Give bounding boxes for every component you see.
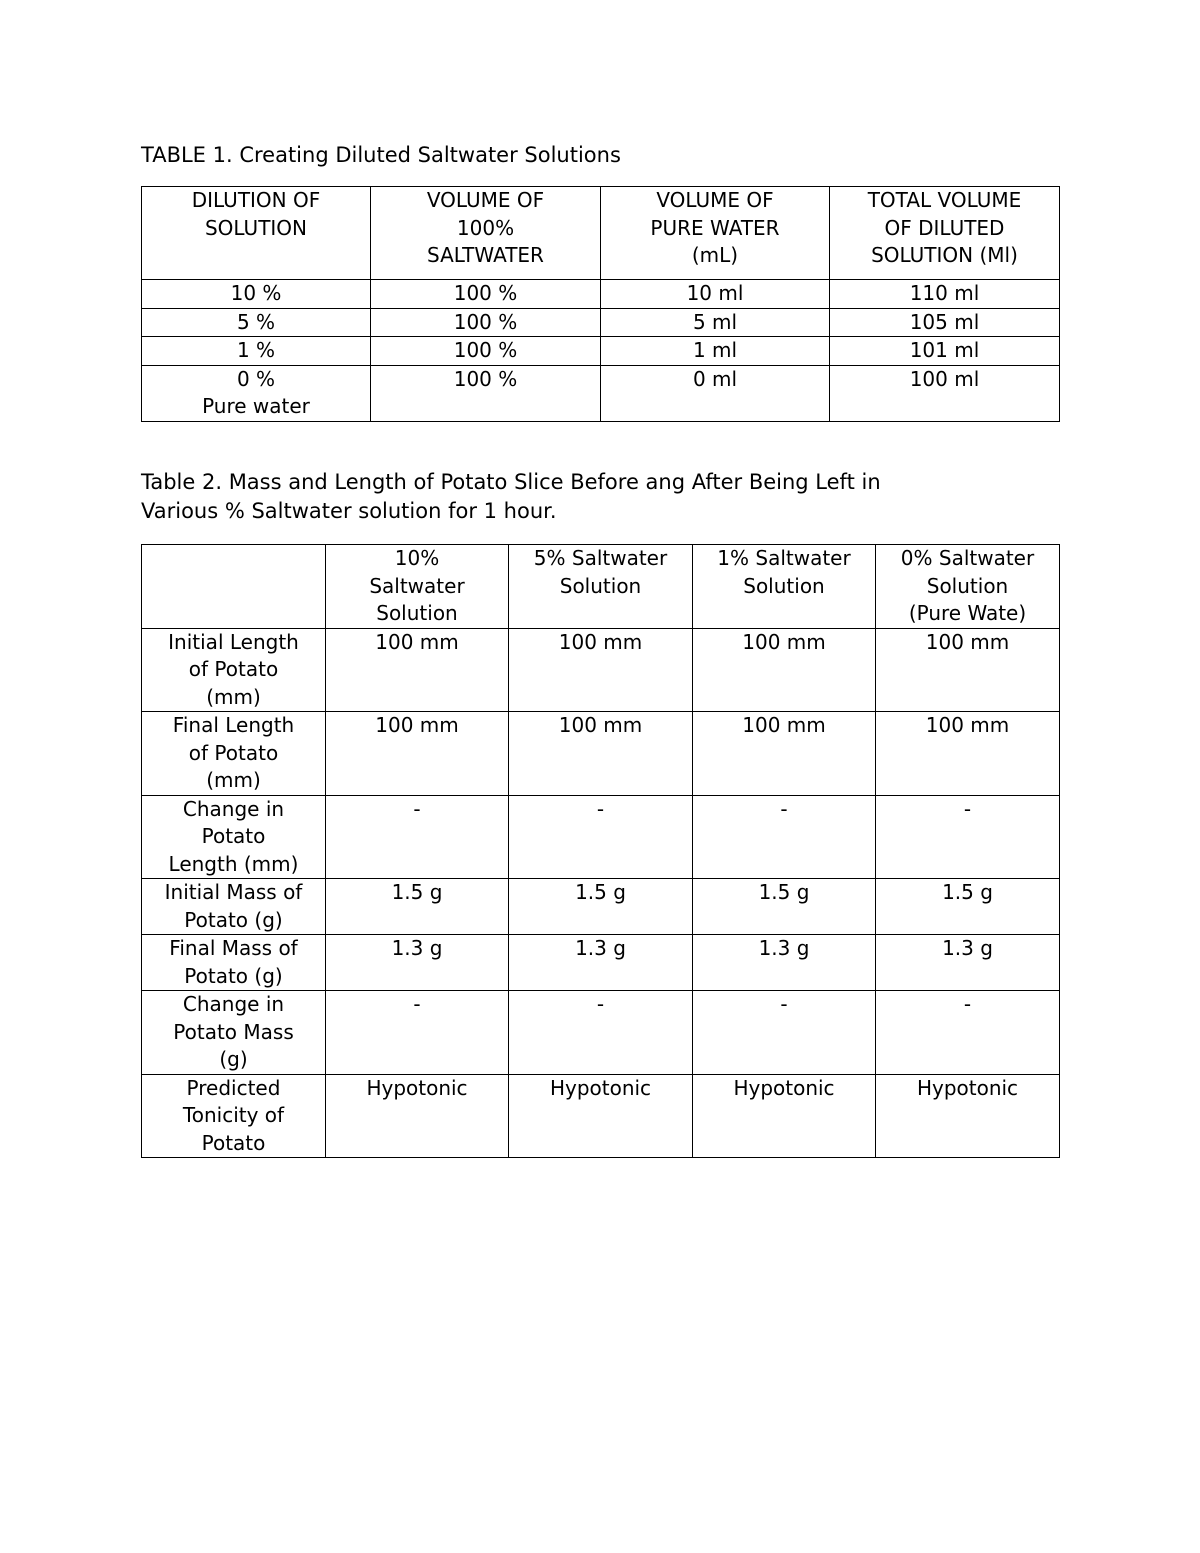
table-cell: 10 % [142, 280, 371, 309]
table-cell: - [326, 991, 509, 1075]
table-header-cell: 5% Saltwater Solution [509, 545, 693, 629]
table-cell: 100 mm [509, 628, 693, 712]
table-row [142, 879, 1060, 935]
table-cell: 0 ml [601, 365, 830, 421]
row-label-cell: Final Mass of Potato (g) [142, 935, 326, 991]
table-cell: 100 % [371, 280, 601, 309]
table-cell: 0 % Pure water [142, 365, 371, 421]
table-cell: Hypotonic [509, 1074, 693, 1158]
table-1-caption: TABLE 1. Creating Diluted Saltwater Solutions [141, 143, 621, 167]
table-cell: - [509, 795, 693, 879]
row-label-cell: Initial Mass of Potato (g) [142, 879, 326, 935]
table-cell: 10 ml [601, 280, 830, 309]
table-header-cell: DILUTION OF SOLUTION [142, 187, 371, 280]
table-2-caption: Table 2. Mass and Length of Potato Slice Before ang After Being Left in Various % Saltwater solution for 1 hour. [141, 470, 881, 523]
row-label-cell: Change in Potato Length (mm) [142, 795, 326, 879]
table-row [142, 280, 1060, 309]
table-row [142, 712, 1060, 796]
table-cell: Hypotonic [876, 1074, 1060, 1158]
table-cell: 1.5 g [876, 879, 1060, 935]
table-cell: 100 ml [830, 365, 1060, 421]
table-cell: 1 ml [601, 337, 830, 366]
table-row [142, 1074, 1060, 1158]
table-cell: 1.5 g [326, 879, 509, 935]
table-header-cell: 0% Saltwater Solution (Pure Wate) [876, 545, 1060, 629]
table-cell: 1.3 g [326, 935, 509, 991]
table-cell: 1.5 g [509, 879, 693, 935]
table-cell: 100 mm [693, 628, 876, 712]
table-cell: - [693, 795, 876, 879]
table-cell: - [509, 991, 693, 1075]
table-cell: 100 % [371, 308, 601, 337]
table-cell: 1.3 g [509, 935, 693, 991]
table-cell: 100 mm [693, 712, 876, 796]
table-cell: Hypotonic [326, 1074, 509, 1158]
table-header-cell: TOTAL VOLUME OF DILUTED SOLUTION (Ml) [830, 187, 1060, 280]
row-label-cell: Final Length of Potato (mm) [142, 712, 326, 796]
table-cell: 105 ml [830, 308, 1060, 337]
table-header-cell: 10% Saltwater Solution [326, 545, 509, 629]
table-row [142, 991, 1060, 1075]
table-row [142, 308, 1060, 337]
table-header-cell: 1% Saltwater Solution [693, 545, 876, 629]
table-cell: - [876, 795, 1060, 879]
table-cell: - [876, 991, 1060, 1075]
table-cell: 5 % [142, 308, 371, 337]
table-header-cell: VOLUME OF 100% SALTWATER [371, 187, 601, 280]
table-header-cell [142, 545, 326, 629]
table-cell: Hypotonic [693, 1074, 876, 1158]
table-header-row [142, 187, 1060, 280]
table-cell: 100 mm [326, 628, 509, 712]
table-cell: 5 ml [601, 308, 830, 337]
table-cell: - [326, 795, 509, 879]
table-cell: 1.5 g [693, 879, 876, 935]
table-row [142, 935, 1060, 991]
table-cell: 110 ml [830, 280, 1060, 309]
table-2 [141, 544, 1060, 1158]
table-cell: 100 % [371, 365, 601, 421]
table-row [142, 337, 1060, 366]
table-cell: 1 % [142, 337, 371, 366]
table-cell: 100 mm [326, 712, 509, 796]
table-cell: 1.3 g [693, 935, 876, 991]
table-cell: 100 mm [876, 712, 1060, 796]
table-cell: 100 mm [509, 712, 693, 796]
table-cell: 1.3 g [876, 935, 1060, 991]
table-row [142, 795, 1060, 879]
table-cell: 101 ml [830, 337, 1060, 366]
table-header-row [142, 545, 1060, 629]
table-header-cell: VOLUME OF PURE WATER (mL) [601, 187, 830, 280]
table-cell: - [693, 991, 876, 1075]
table-cell: 100 mm [876, 628, 1060, 712]
row-label-cell: Predicted Tonicity of Potato [142, 1074, 326, 1158]
row-label-cell: Change in Potato Mass (g) [142, 991, 326, 1075]
table-cell: 100 % [371, 337, 601, 366]
row-label-cell: Initial Length of Potato (mm) [142, 628, 326, 712]
table-row [142, 365, 1060, 421]
table-1 [141, 186, 1060, 422]
table-row [142, 628, 1060, 712]
